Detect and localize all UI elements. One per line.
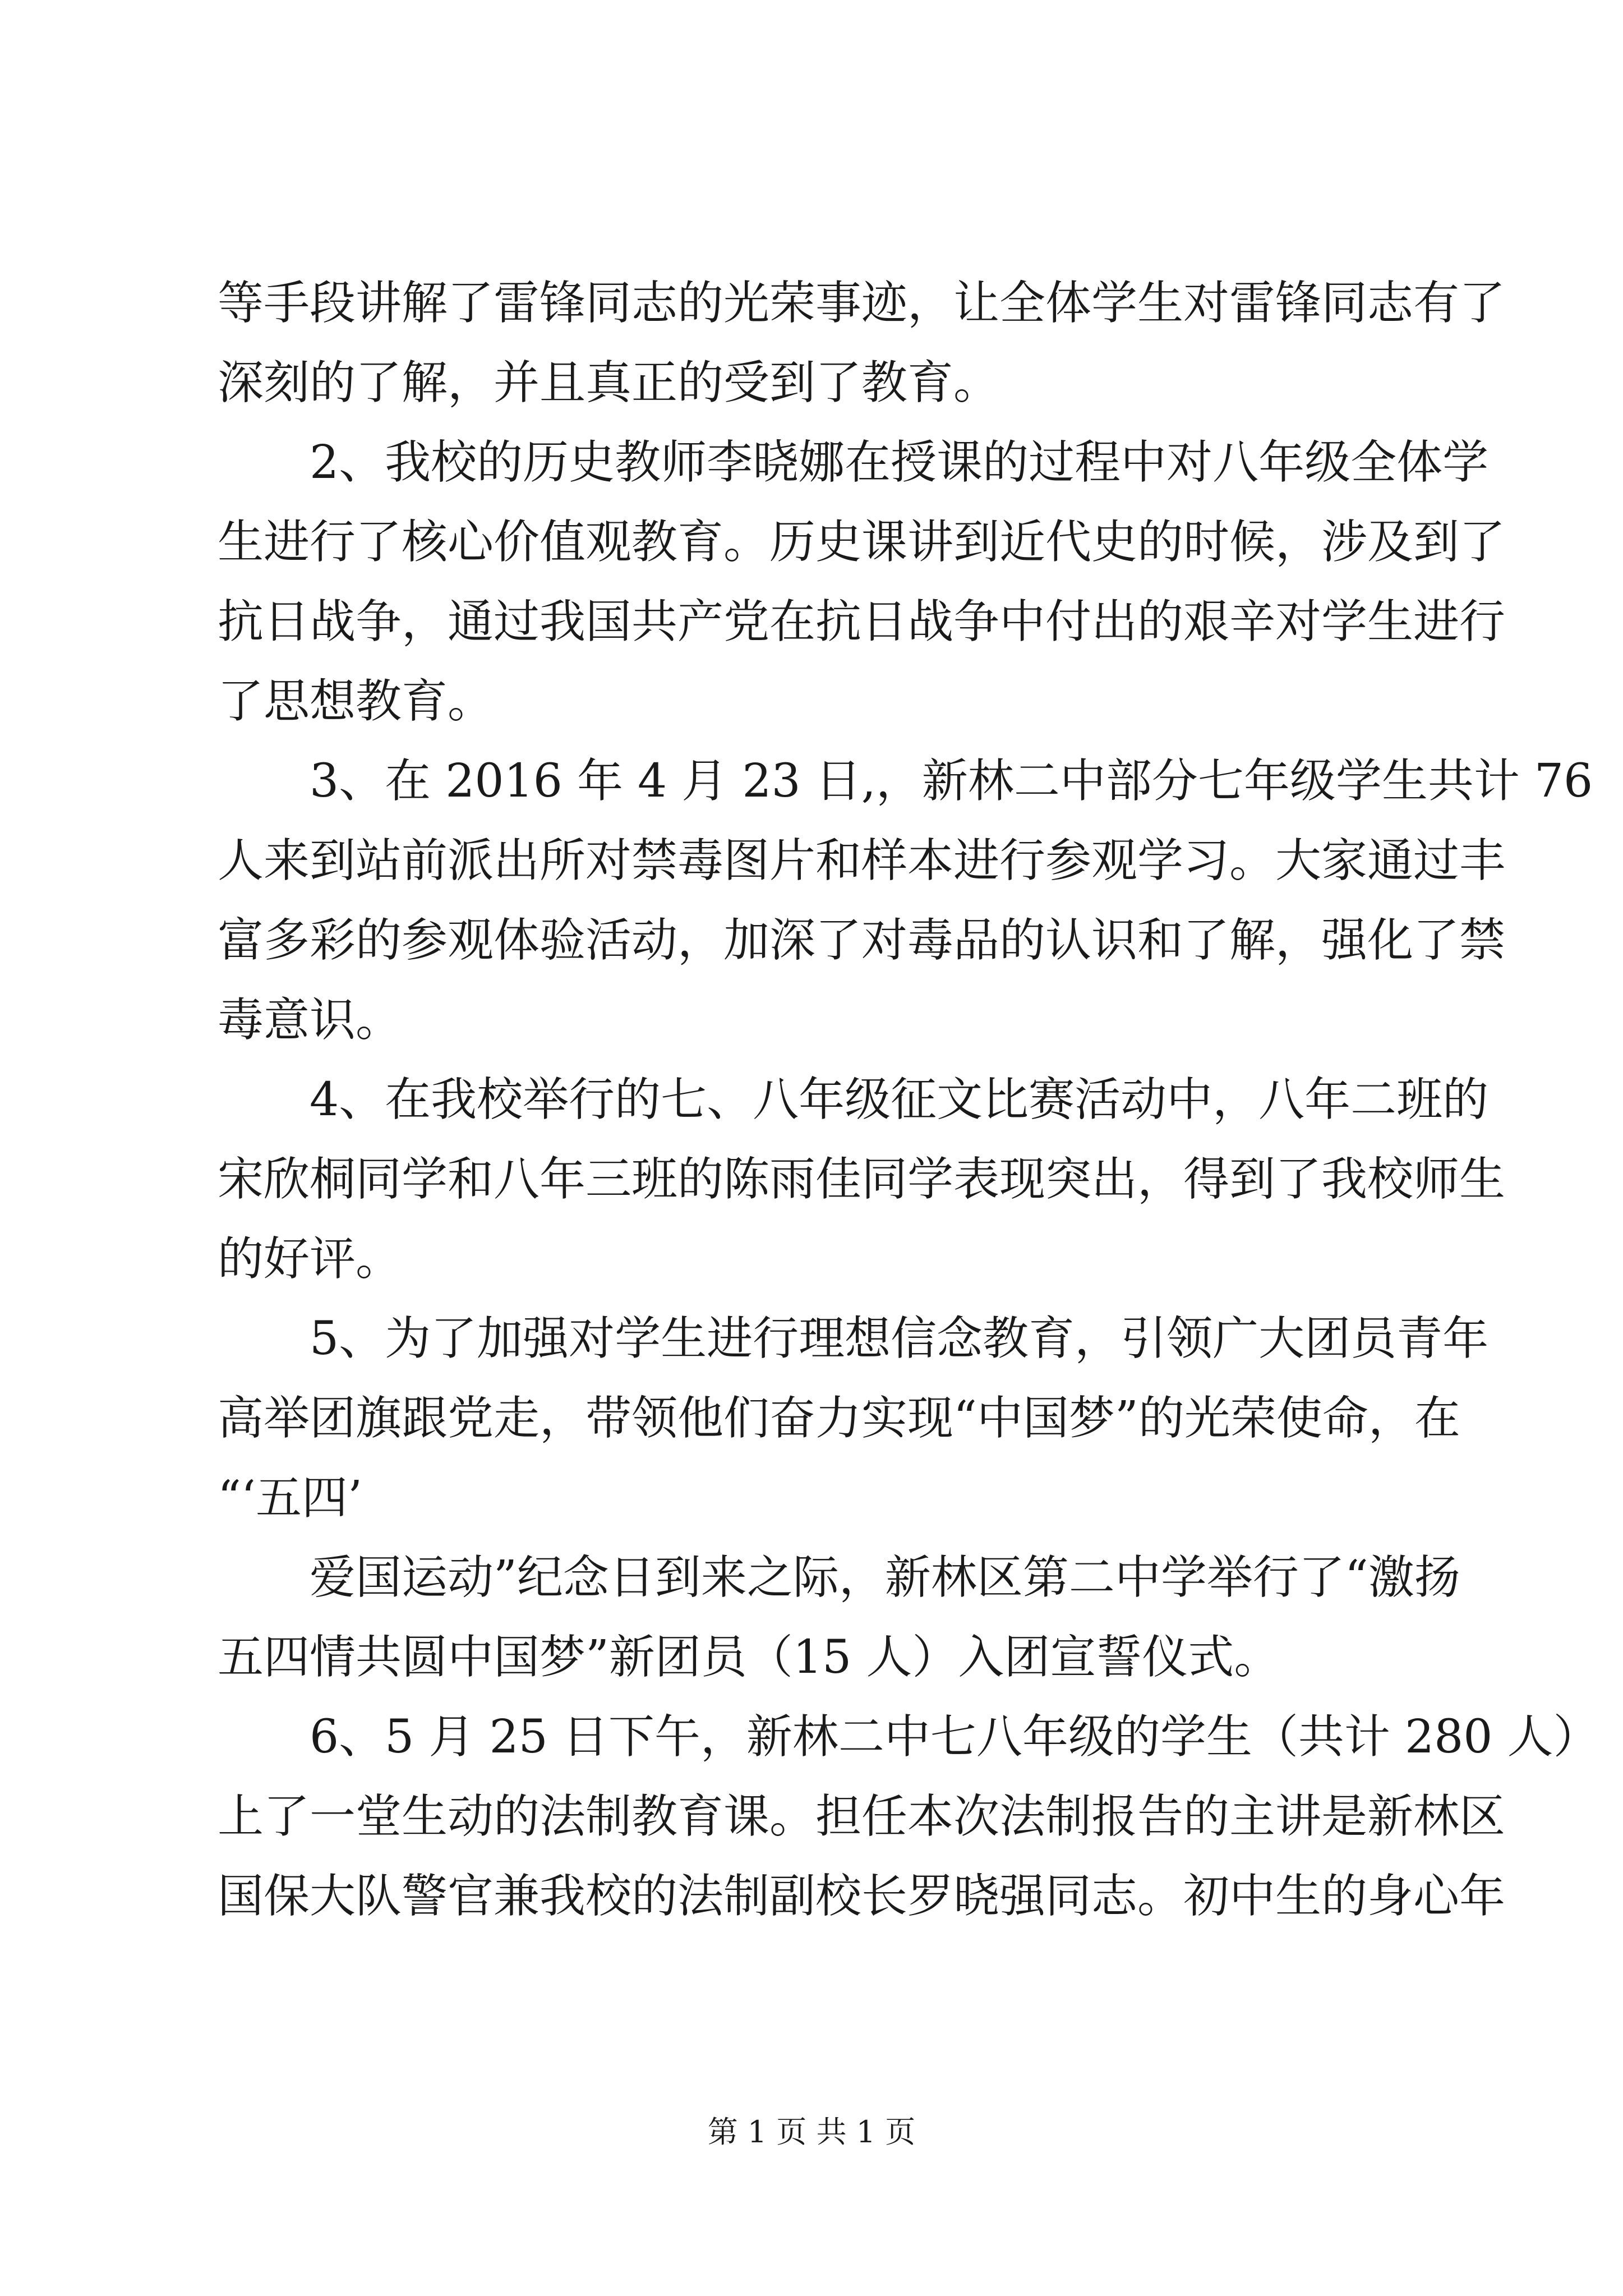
text-line: 深刻的了解，并且真正的受到了教育。: [218, 356, 1000, 409]
text-line: 上了一堂生动的法制教育课。担任本次法制报告的主讲是新林区: [218, 1790, 1506, 1843]
text-line: 高举团旗跟党走，带领他们奋力实现“中国梦”的光荣使命，在: [218, 1392, 1460, 1445]
document-body: [218, 264, 1599, 1936]
text-line: 毒意识。: [218, 993, 402, 1047]
text-line: 国保大队警官兼我校的法制副校长罗晓强同志。初中生的身心年: [218, 1870, 1506, 1923]
text-line: 宋欣桐同学和八年三班的陈雨佳同学表现突出，得到了我校师生: [218, 1153, 1506, 1206]
text-line: 人来到站前派出所对禁毒图片和样本进行参观学习。大家通过丰: [218, 834, 1506, 887]
page-number-label: 第 1 页 共 1 页: [707, 2114, 916, 2150]
paragraph-2-line: 2、我校的历史教师李晓娜在授课的过程中对八年级全体学: [310, 436, 1489, 489]
text-line: “‘五四’: [218, 1471, 363, 1525]
paragraph-5-line: 5、为了加强对学生进行理想信念教育，引领广大团员青年: [310, 1312, 1489, 1365]
page-footer: [0, 2113, 1623, 2152]
text-line: 五四情共圆中国梦”新团员（15 人）入团宣誓仪式。: [218, 1631, 1280, 1684]
text-line: 爱国运动”纪念日到来之际，新林区第二中学举行了“激扬: [310, 1551, 1460, 1604]
text-line: 生进行了核心价值观教育。历史课讲到近代史的时候，涉及到了: [218, 516, 1506, 569]
paragraph-4-line: 4、在我校举行的七、八年级征文比赛活动中，八年二班的: [310, 1073, 1489, 1126]
text-line: 等手段讲解了雷锋同志的光荣事迹，让全体学生对雷锋同志有了: [218, 277, 1506, 330]
paragraph-6-line: 6、5 月 25 日下午，新林二中七八年级的学生（共计 280 人）: [310, 1710, 1599, 1764]
text-line: 了思想教育。: [218, 675, 494, 728]
paragraph-3-line: 3、在 2016 年 4 月 23 日,，新林二中部分七年级学生共计 76: [310, 754, 1593, 808]
text-line: 富多彩的参观体验活动，加深了对毒品的认识和了解，强化了禁: [218, 914, 1506, 967]
text-line: 抗日战争，通过我国共产党在抗日战争中付出的艰辛对学生进行: [218, 595, 1506, 648]
text-line: 的好评。: [218, 1232, 402, 1286]
